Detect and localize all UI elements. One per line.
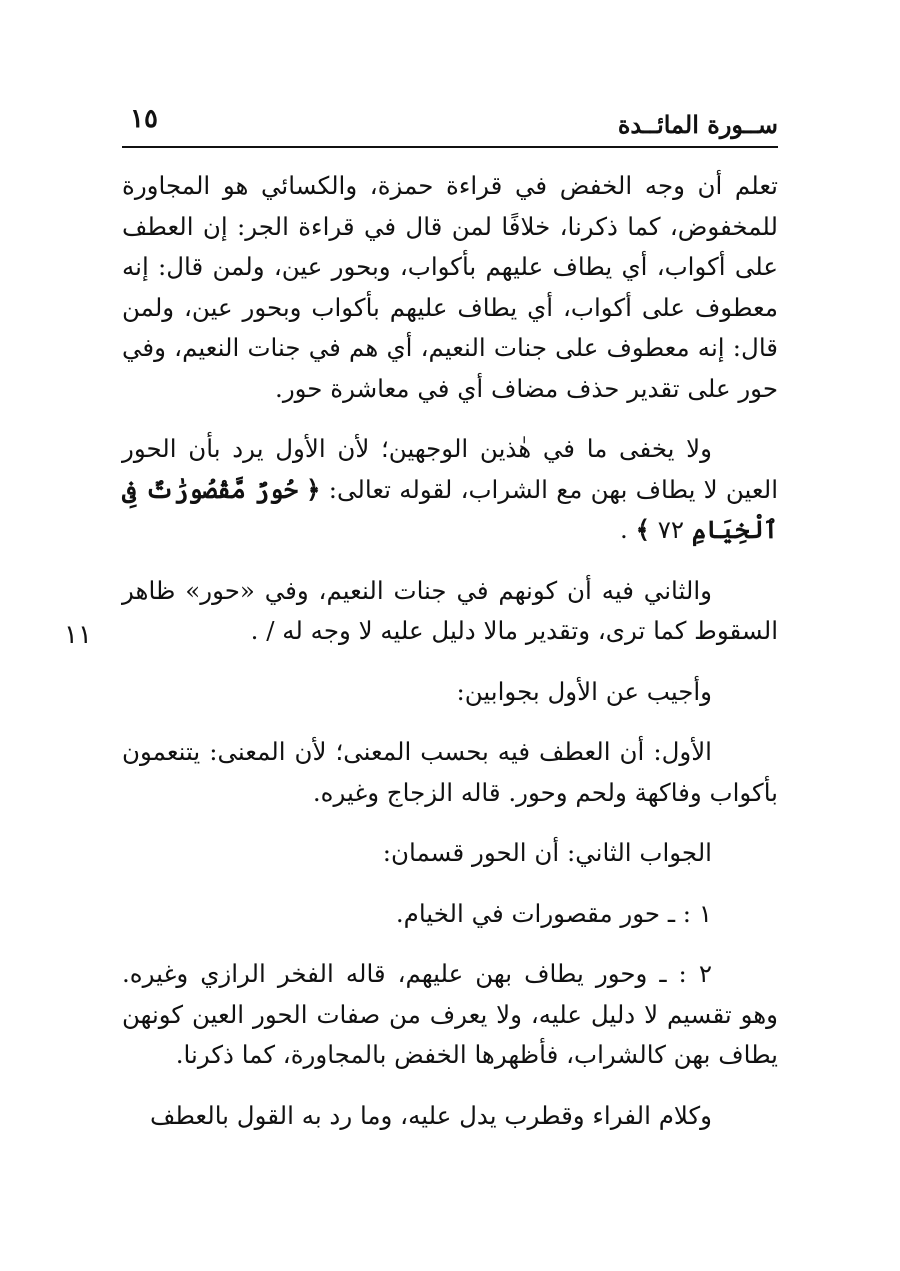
quran-close-bracket: ﴾ — [635, 515, 650, 544]
paragraph-1: تعلم أن وجه الخفض في قراءة حمزة، والكسائي هو المجاورة للمخفوض، كما ذكرنا، خلافًا لمن قال في قراءة الجر: إن العطف على أكواب، أي يطاف عليهم بأكواب، وبحور عين، ولمن قال: إنه معطوف على أكواب، أي يطاف عليهم بأكواب وبحور عين، ولمن قال: إنه معطوف على جنات النعيم، أي هم في جنات النعيم، وفي حور على تقدير حذف مضاف أي في معاشرة حور. — [122, 171, 778, 403]
paragraph-4: وأجيب عن الأول بجوابين: — [456, 676, 712, 706]
quran-open-bracket: ﴿ — [306, 474, 321, 504]
ayah-number: ٧٢ — [657, 515, 685, 544]
page-header — [122, 100, 778, 148]
list-item-1: ١ : ـ حور مقصورات في الخيام. — [395, 898, 712, 928]
list-item-2: ٢ : ـ وحور يطاف بهن عليهم، قاله الفخر الرازي وغيره. وهو تقسيم لا دليل عليه، ولا يعرف من صفات الحور العين كونهن يطاف بهن كالشراب، فأظهرها الخفض بالمجاورة، كما ذكرنا. — [122, 959, 778, 1069]
paragraph-5: الأول: أن العطف فيه بحسب المعنى؛ لأن المعنى: يتنعمون بأكواب وفاكهة ولحم وحور. قاله الزجاج وغيره. — [122, 737, 778, 807]
page-body — [122, 166, 778, 1156]
paragraph-2-text: ولا يخفى ما في هٰذين الوجهين؛ لأن الأول يرد بأن الحور العين لا يطاف بهن مع الشراب، لقوله تعالى: — [122, 434, 778, 504]
page-number: ١٥ — [130, 104, 158, 134]
quran-verse: حُورٌ مَّقْصُورَٰتٌ فِى ٱلْخِيَامِ — [122, 474, 778, 544]
paragraph-3: والثاني فيه أن كونهم في جنات النعيم، وفي «حور» ظاهر السقوط كما ترى، وتقدير مالا دليل عليه لا وجه له / . — [122, 575, 778, 645]
paragraph-2 — [122, 429, 778, 551]
paragraph-6: الجواب الثاني: أن الحور قسمان: — [382, 838, 712, 867]
paragraph-2-end: . — [619, 515, 628, 544]
paragraph-9: وكلام الفراء وقطرب يدل عليه، وما رد به القول بالعطف — [149, 1100, 712, 1130]
margin-note: ١١ — [64, 620, 92, 650]
surah-title: ســورة المائــدة — [617, 110, 778, 139]
